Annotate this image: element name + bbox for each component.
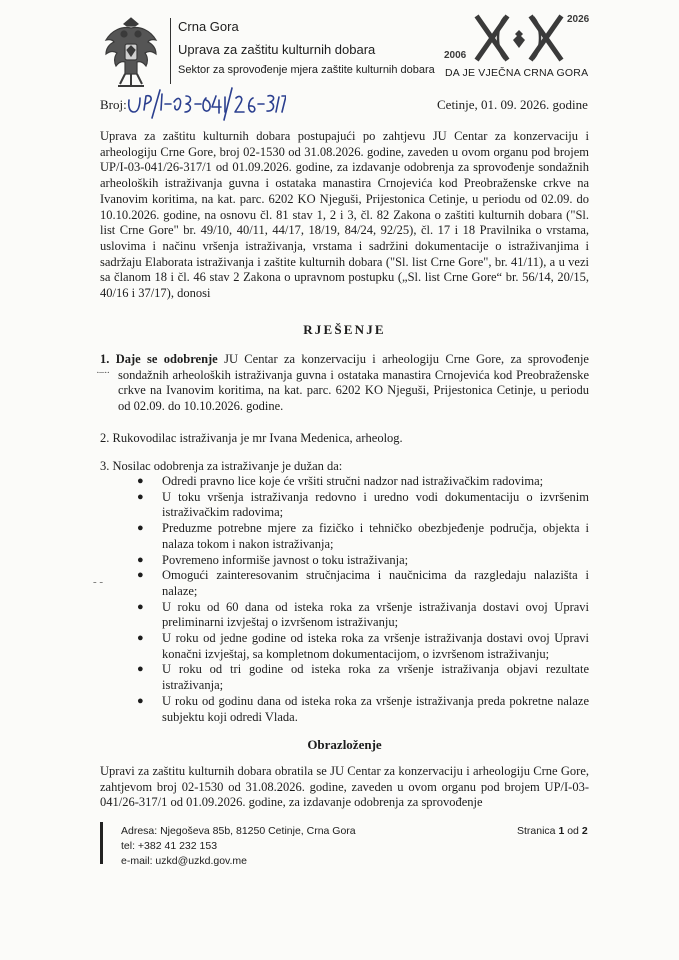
anniversary-slogan: DA JE VJEČNA CRNA GORA xyxy=(445,67,589,79)
bullet-dot-icon: ● xyxy=(137,522,144,535)
item-1-lead: Daje se odobrenje xyxy=(115,352,218,366)
footer-contact xyxy=(121,824,356,869)
decision-item-1 xyxy=(100,352,589,415)
bullet-dot-icon: ● xyxy=(137,569,144,582)
bullet-dot-icon: ● xyxy=(137,490,144,503)
bullet-dot-icon: ● xyxy=(137,663,144,676)
footer-address: Adresa: Njegoševa 85b, 81250 Cetinje, Crna Gora xyxy=(121,825,356,837)
page-indicator: Stranica 1 od 2 xyxy=(517,825,588,837)
decision-heading: RJEŠENJE xyxy=(303,322,386,337)
list-item: ● Povremeno informiše javnost o toku istraživanja; xyxy=(137,552,409,567)
list-item: ● U roku od godinu dana od isteka roka za vršenje istraživanja preda pokretne nalaze subjektu koji odredi Vlada. xyxy=(137,693,589,724)
decision-item-2 xyxy=(100,431,589,447)
item-1-text: JU Centar za konzervaciju i arheologiju Crne Gore, za sprovođenje sondažnih arheoloških istraživanja guvna i ostataka manastira Crnojevića kod Preobraženske crkve na Ivanovim koritima, na kat. parc. 6202 KO Njeguši, Prijestonica Cetinje, u periodu od 02.09. do 10.10.2026. godine. xyxy=(118,352,589,414)
list-item: ● Omogući zainteresovanim stručnjacima i naučnicima da razgledaju nalazišta i nalaze; xyxy=(137,568,589,598)
intro-paragraph: Uprava za zaštitu kulturnih dobara postupajući po zahtjevu JU Centar za konzervaciju i arheologiju Crne Gore, broj 02-1530 od 31.08.2026. godine, zaveden u ovom organu pod brojem UP/I-03-041/26-317/1 od 01.09.2026. godine, za izdavanje odobrenja za sprovođenje sondažnih arheoloških istraživanja guvna i ostataka manastira Crnojevića kod Preobraženske crkve na Ivanovim koritima, na kat. parc. 6202 KO Njeguši, Prijestonica Cetinje, u periodu od 02.09. do 10.10.2026. godine, na osnovu čl. 81 stav 1, 2 i 3, čl. 82 Zakona o zaštiti kulturnih dobara ("Sl. list Crne Gore" br. 49/10, 40/11, 44/17, 18/19, 84/24, 92/25), čl. 17 i 18 Pravilnika o vrstama, uslovima i načinu vršenja istraživanja, vrstama i sadržini dokumentacije o istraživanjima i sadržaju Elaborata istraživanja i zaštite kulturnih dobara ("Sl. list Crne Gore", br. 41/11), a u vezi sa članom 18 i čl. 46 stav 2 Zakona o upravnom postupku („Sl. list Crne Gore“ br. 56/14, 20/15, 40/16 i 37/17), donosi xyxy=(100,129,589,301)
margin-mark: ·−·· xyxy=(96,367,110,379)
list-item: ● U roku od jedne godine od isteka roka za vršenje istraživanja dostavi ovoj Upravi konačni izvještaj, sa kompletnom dokumentacijom, o izvršenom istraživanju; xyxy=(137,631,589,661)
bullet-dot-icon: ● xyxy=(137,694,144,707)
footer-bar xyxy=(100,822,103,864)
item-2-number: 2. xyxy=(100,431,110,445)
item-3-text: Nosilac odobrenja za istraživanje je dužan da: xyxy=(112,459,343,473)
explanation-heading: Obrazloženje xyxy=(307,737,382,752)
duties-list xyxy=(136,474,589,725)
explanation-paragraph: Upravi za zaštitu kulturnih dobara obratila se JU Centar za konzervaciju i arheologiju Crne Gore, zahtjevom broj 02-1530 od 31.08.2026. godine, zaveden u ovom organu pod brojem UP/I-03-041/26-317/1 od 01.09.2026. godine, za izdavanje odobrenja za sprovođenje xyxy=(100,764,589,810)
item-3-number: 3. xyxy=(100,459,110,473)
bullet-dot-icon: ● xyxy=(137,475,144,487)
footer-phone: tel: +382 41 232 153 xyxy=(121,840,218,852)
margin-mark: - - xyxy=(93,576,104,588)
handwritten-reference-number xyxy=(126,80,286,122)
header-country: Crna Gora xyxy=(178,19,239,34)
decision-item-3 xyxy=(100,459,589,475)
item-2-text: Rukovodilac istraživanja je mr Ivana Medenica, arheolog. xyxy=(112,431,403,445)
place-and-date: Cetinje, 01. 09. 2026. godine xyxy=(437,97,588,112)
header-agency: Uprava za zaštitu kulturnih dobara xyxy=(178,42,376,57)
list-item: ● U roku od 60 dana od isteka roka za vršenje istraživanja dostavi ovoj Upravi preliminarni izvještaj o izvršenom istraživanju; xyxy=(137,599,589,630)
bullet-dot-icon: ● xyxy=(137,600,144,613)
list-item: ● Preduzme potrebne mjere za fizičko i tehničko obezbjeđenje područja, objekta i nalaza tokom i nakon istraživanja; xyxy=(137,521,589,551)
header-divider xyxy=(170,18,171,84)
footer-email: e-mail: uzkd@uzkd.gov.me xyxy=(121,855,248,867)
header-sector: Sektor za sprovođenje mjera zaštite kulturnih dobara xyxy=(178,64,435,76)
reference-label: Broj: xyxy=(100,97,127,112)
anniversary-year-end: 2026 xyxy=(567,14,590,25)
list-item: ● U roku od tri godine od isteka roka za vršenje istraživanja objavi rezultate istraživanja; xyxy=(137,662,589,693)
bullet-dot-icon: ● xyxy=(137,553,144,566)
list-item: ● Odredi pravno lice koje će vršiti stručni nadzor nad istraživačkim radovima; xyxy=(137,474,544,488)
anniversary-year-start: 2006 xyxy=(444,50,467,61)
list-item: ● U toku vršenja istraživanja redovno i uredno vodi dokumentaciju o izvršenim istraživačkim radovima; xyxy=(137,489,589,520)
item-1-number: 1. xyxy=(100,352,110,366)
bullet-dot-icon: ● xyxy=(137,632,144,645)
